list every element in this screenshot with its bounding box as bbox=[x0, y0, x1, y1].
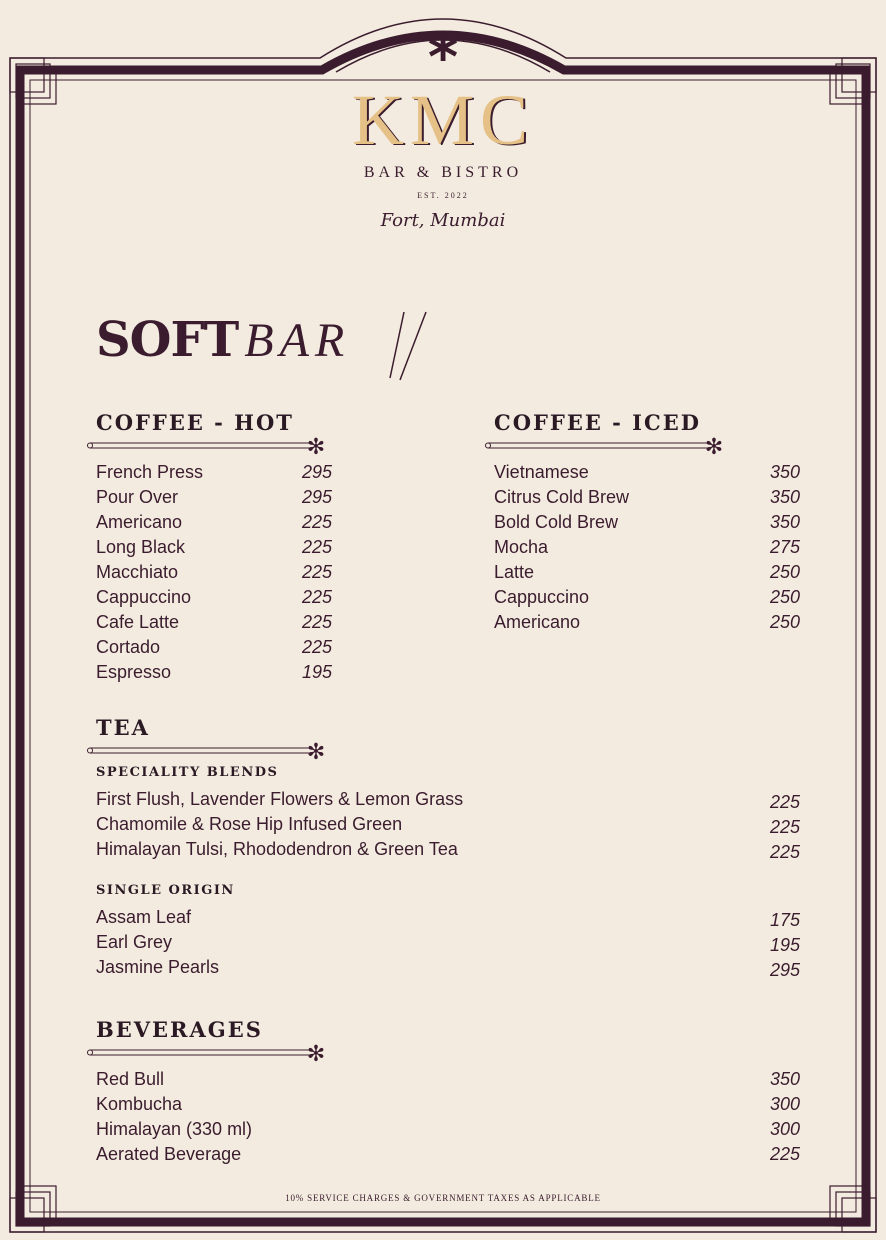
list-item bbox=[96, 635, 332, 660]
item-name: Earl Grey bbox=[96, 932, 173, 952]
item-name: Aerated Beverage bbox=[96, 1144, 242, 1164]
page-title-bold: SOFT bbox=[96, 312, 239, 368]
section-heading-beverages: BEVERAGES bbox=[96, 1017, 263, 1042]
item-name: Vietnamese bbox=[494, 462, 589, 482]
list-item bbox=[96, 560, 332, 585]
coffee-hot-list bbox=[96, 460, 332, 685]
list-item bbox=[96, 1142, 800, 1167]
footer-note: 10% SERVICE CHARGES & GOVERNMENT TAXES AS APPLICABLE bbox=[285, 1193, 601, 1203]
list-item bbox=[96, 1117, 800, 1142]
list-item bbox=[96, 610, 332, 635]
logo-asterisk-icon: * bbox=[427, 23, 459, 91]
item-price: 225 bbox=[769, 792, 800, 812]
item-name: French Press bbox=[96, 462, 204, 482]
list-item bbox=[96, 905, 800, 930]
list-item bbox=[96, 812, 800, 837]
item-price: 225 bbox=[301, 562, 332, 582]
item-name: Mocha bbox=[494, 537, 549, 557]
logo-subtitle: BAR & BISTRO bbox=[363, 164, 523, 181]
list-item bbox=[96, 955, 800, 980]
list-item bbox=[96, 510, 332, 535]
item-price: 350 bbox=[769, 487, 800, 507]
list-item bbox=[494, 510, 800, 535]
list-item bbox=[494, 535, 800, 560]
list-item bbox=[96, 787, 800, 812]
section-heading-coffee-iced: COFFEE - ICED bbox=[494, 410, 701, 435]
item-price: 195 bbox=[769, 935, 800, 955]
item-price: 225 bbox=[301, 537, 332, 557]
item-price: 275 bbox=[769, 537, 800, 557]
item-price: 295 bbox=[301, 487, 332, 507]
list-item bbox=[96, 485, 332, 510]
item-name: Cortado bbox=[96, 637, 161, 657]
list-item bbox=[96, 1067, 800, 1092]
section-heading-tea: TEA bbox=[96, 715, 150, 740]
svg-text:✻: ✻ bbox=[306, 740, 326, 765]
item-price: 225 bbox=[769, 1144, 800, 1164]
list-item bbox=[494, 560, 800, 585]
item-name: Pour Over bbox=[96, 487, 179, 507]
item-price: 225 bbox=[301, 587, 332, 607]
item-name: Chamomile & Rose Hip Infused Green bbox=[96, 814, 403, 834]
logo-established: EST. 2022 bbox=[417, 191, 469, 200]
item-price: 225 bbox=[769, 817, 800, 837]
list-item bbox=[494, 610, 800, 635]
item-name: Espresso bbox=[96, 662, 172, 682]
item-price: 250 bbox=[769, 612, 800, 632]
subheading-speciality-blends: SPECIALITY BLENDS bbox=[96, 765, 279, 780]
logo-wordmark: KMC bbox=[351, 80, 535, 160]
svg-text:✻: ✻ bbox=[704, 435, 724, 460]
tea-single-origin-list bbox=[96, 905, 800, 980]
list-item bbox=[96, 930, 800, 955]
item-name: Bold Cold Brew bbox=[494, 512, 619, 532]
list-item bbox=[96, 837, 800, 862]
section-heading-coffee-hot: COFFEE - HOT bbox=[96, 410, 294, 435]
list-item bbox=[96, 585, 332, 610]
list-item bbox=[494, 460, 800, 485]
item-price: 350 bbox=[769, 1069, 800, 1089]
logo-location: Fort, Mumbai bbox=[380, 210, 506, 231]
item-price: 225 bbox=[301, 612, 332, 632]
beverages-list bbox=[96, 1067, 800, 1167]
item-price: 225 bbox=[769, 842, 800, 862]
list-item bbox=[96, 1092, 800, 1117]
item-price: 350 bbox=[769, 512, 800, 532]
svg-text:✻: ✻ bbox=[306, 1042, 326, 1067]
item-name: Assam Leaf bbox=[96, 907, 192, 927]
item-name: Cafe Latte bbox=[96, 612, 180, 632]
svg-text:✻: ✻ bbox=[306, 435, 326, 460]
item-name: Latte bbox=[494, 562, 535, 582]
coffee-iced-list bbox=[494, 460, 800, 635]
item-price: 300 bbox=[769, 1094, 800, 1114]
item-price: 295 bbox=[301, 462, 332, 482]
item-name: Himalayan Tulsi, Rhododendron & Green Tea bbox=[96, 839, 458, 859]
list-item bbox=[494, 585, 800, 610]
item-name: Red Bull bbox=[96, 1069, 165, 1089]
item-price: 225 bbox=[301, 637, 332, 657]
item-price: 250 bbox=[769, 562, 800, 582]
item-name: First Flush, Lavender Flowers & Lemon Grass bbox=[96, 789, 464, 809]
item-price: 295 bbox=[769, 960, 800, 980]
item-name: Citrus Cold Brew bbox=[494, 487, 630, 507]
item-name: Jasmine Pearls bbox=[96, 957, 220, 977]
list-item bbox=[96, 660, 332, 685]
subheading-single-origin: SINGLE ORIGIN bbox=[96, 883, 235, 898]
item-name: Cappuccino bbox=[494, 587, 590, 607]
list-item bbox=[96, 535, 332, 560]
item-name: Americano bbox=[494, 612, 581, 632]
item-name: Cappuccino bbox=[96, 587, 192, 607]
item-price: 225 bbox=[301, 512, 332, 532]
item-price: 250 bbox=[769, 587, 800, 607]
item-price: 350 bbox=[769, 462, 800, 482]
item-price: 175 bbox=[769, 910, 800, 930]
item-name: Americano bbox=[96, 512, 183, 532]
list-item bbox=[494, 485, 800, 510]
divider-coffee-hot bbox=[88, 443, 311, 448]
item-name: Long Black bbox=[96, 537, 186, 557]
item-name: Kombucha bbox=[96, 1094, 183, 1114]
item-price: 300 bbox=[769, 1119, 800, 1139]
tea-speciality-list bbox=[96, 787, 800, 862]
list-item bbox=[96, 460, 332, 485]
item-name: Macchiato bbox=[96, 562, 179, 582]
page-title bbox=[96, 312, 350, 368]
item-price: 195 bbox=[301, 662, 332, 682]
page-title-italic: BAR bbox=[244, 314, 351, 367]
item-name: Himalayan (330 ml) bbox=[96, 1119, 253, 1139]
